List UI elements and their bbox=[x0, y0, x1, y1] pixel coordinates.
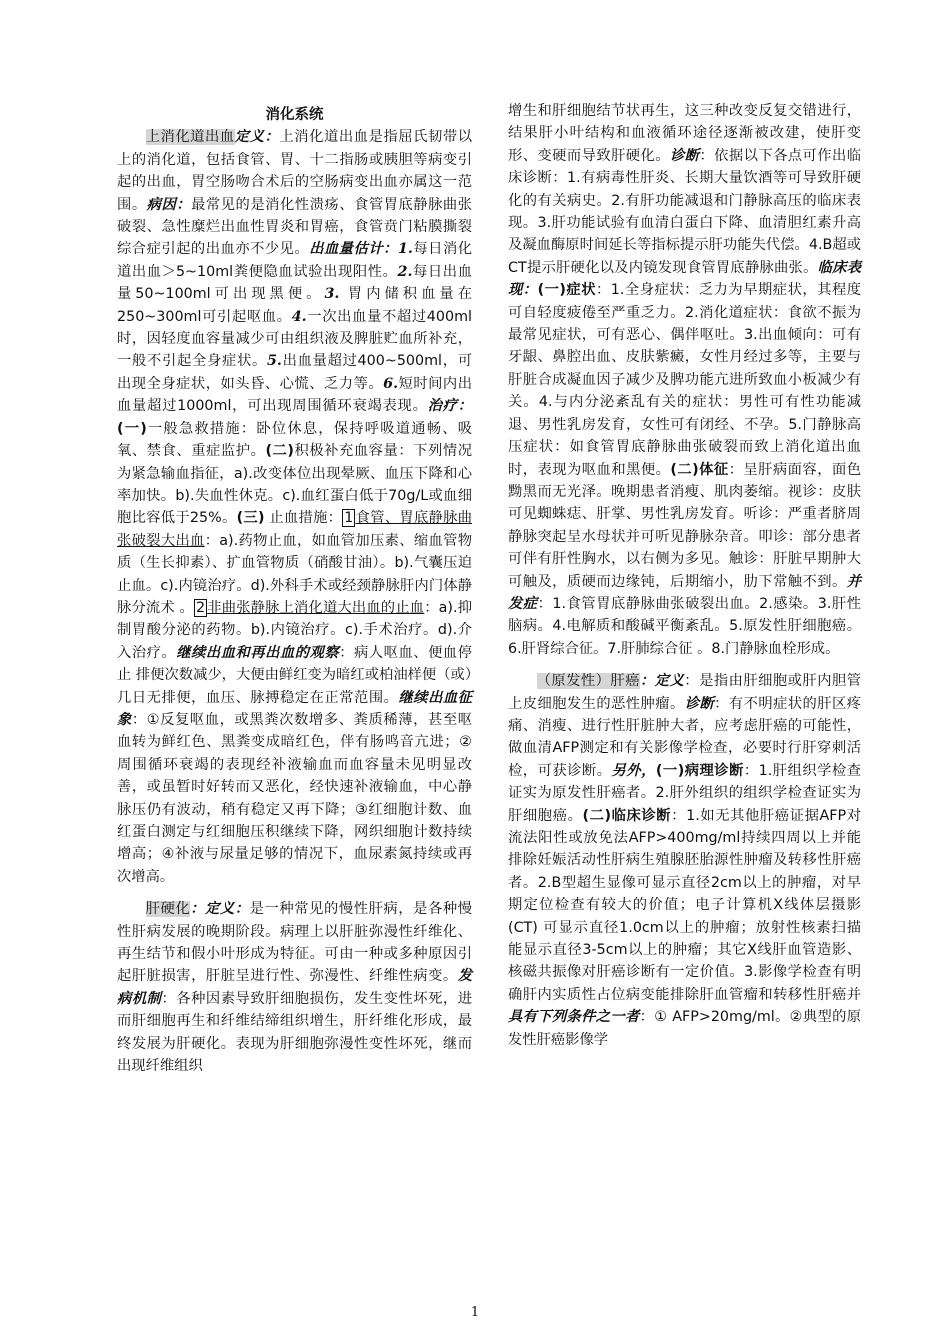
paragraph-cirrhosis: 肝硬化：定义：是一种常见的慢性肝病，是各种慢性肝病发展的晚期阶段。病理上以肝脏弥漫性纤维化、再生结节和假小叶形成为特征。可由一种或多种原因引起肝脏损害，肝脏呈进行性、弥漫性、纤维性病变。发病机制：各种因素导致肝细胞损伤，发生变性坏死，进而肝细胞再生和纤维结缔组织增生，肝纤维化形成，最终发展为肝硬化。表现为肝细胞弥漫性变性坏死，继而出现纤维组织 bbox=[117, 901, 473, 1075]
list-number-box: 1 bbox=[344, 510, 354, 527]
list-number-box: 2 bbox=[196, 599, 206, 616]
page-number: 1 bbox=[470, 1305, 480, 1320]
page-title: 消化系统 bbox=[265, 107, 324, 123]
paragraph-upper-gi-bleeding: 上消化道出血定义：上消化道出血是指屈氏韧带以上的消化道，包括食管、胃、十二指肠或胰胆等病变引起的出血，胃空肠吻合术后的空肠病变出血亦属这一范围。病因：最常见的是消化性溃疡、食管胃底静脉曲张破裂、急性糜烂出血性胃炎和胃癌，食管贲门粘膜撕裂综合症引起的出血亦不少见。出血量估计：1.每日消化道出血＞5~10ml粪便隐血试验出现阳性。2.每日出血量50~100ml可出现黑便。3. 胃内储积血量在250~300ml可引起呕血。4.一次出血量不超过400ml时，因轻度血容量减少可由组织液及脾脏贮血所补充，一般不引起全身症状。5.出血量超过400~500ml，可出现全身症状，如头昏、心慌、乏力等。6.短时间内出血量超过1000ml，可出现周围循环衰竭表现。治疗：(一)一般急救措施：卧位休息，保持呼吸道通畅、吸氧、禁食、重症监护。(二)积极补充血容量：下列情况为紧急输血指征，a).改变体位出现晕厥、血压下降和心率加快。b).失血性休克。c).血红蛋白低于70g/L或血细胞比容低于25%。(三) 止血措施： 1 食管、胃底静脉曲张破裂大出血：a).药物止血，如血管加压素、缩血管物质（生长抑素）、扩血管物质（硝酸甘油）。b).气囊压迫止血。c).内镜治疗。d).外科手术或经颈静脉肝内门体静脉分流术 。 2 非曲张静脉上消化道大出血的止血：a).抑制胃酸分泌的药物。b).内镜治疗。c).手术治疗。d).介入治疗。继续出血和再出血的观察：病人呕血、便血停止 排便次数减少，大便由鲜红变为暗红或柏油样便（或）几日无排便，血压、脉搏稳定在正常范围。继续出血征象：①反复呕血，或黑粪次数增多、粪质稀薄，甚至呕血转为鲜红色、黑粪变成暗红色，伴有肠鸣音亢进；②周围循环衰竭的表现经补液输血而血容量未见明显改善，或虽暂时好转而又恶化，经快速补液输血，中心静脉压仍有波动，稍有稳定又再下降；③红细胞计数、血红蛋白测定与红细胞压积继续下降，网织细胞计数持续增高；④补液与尿量足够的情况下，血尿素氮持续或再次增高。 bbox=[117, 129, 473, 885]
paragraph-cirrhosis-cont: 增生和肝细胞结节状再生，这三种改变反复交错进行，结果肝小叶结构和血液循环途径逐渐被改建，使肝变形、变硬而导致肝硬化。诊断：依据以下各点可作出临床诊断：1.有病毒性肝炎、长期大量饮酒等可导致肝硬化的有关病史。2.有肝功能减退和门静脉高压的临床表现。3.肝功能试验有血清白蛋白下降、血清胆红素升高及凝血酶原时间延长等指标提示肝功能失代偿。4.B超或CT提示肝硬化以及内镜发现食管胃底静脉曲张。临床表现：(一)症状：1.全身症状：乏力为早期症状，其程度可自轻度疲倦至严重乏力。2.消化道症状：食欲不振为最常见症状，可有恶心、偶伴呕吐。3.出血倾向：可有牙龈、鼻腔出血、皮肤紫癜，女性月经过多等，主要与肝脏合成凝血因子减少及脾功能亢进所致血小板减少有关。4.与内分泌紊乱有关的症状：男性可有性功能减退、男性乳房发育，女性可有闭经、不孕。5.门静脉高压症状：如食管胃底静脉曲张破裂而致上消化道出血时，表现为呕血和黑便。(二)体征：呈肝病面容，面色黝黑而无光泽。晚期患者消瘦、肌肉萎缩。视诊：皮肤可见蜘蛛痣、肝掌、男性乳房发育。听诊：严重者脐周静脉突起呈水母状并可听见静脉杂音。叩诊：部分患者可伴有肝性胸水，以右侧为多见。触诊：肝脏早期肿大可触及，质硬而边缘钝，后期缩小，肋下常触不到。并发症：1.食管胃底静脉曲张破裂出血。2.感染。3.肝性脑病。4.电解质和酸碱平衡紊乱。5.原发性肝细胞癌。6.肝肾综合征。7.肝肺综合征 。8.门静脉血栓形成。 bbox=[508, 103, 862, 657]
right-column bbox=[508, 100, 861, 1051]
term-liver-cancer: （原发性）肝癌 bbox=[536, 673, 640, 690]
term-cirrhosis: 肝硬化 bbox=[145, 901, 191, 918]
paragraph-liver-cancer: （原发性）肝癌：定义：是指由肝细胞或肝内胆管上皮细胞发生的恶性肿瘤。诊断：有不明症状的肝区疼痛、消瘦、进行性肝脏肿大者，应考虑肝癌的可能性，做血清AFP测定和有关影像学检查，必要时行肝穿刺活检，可获诊断。另外，(一)病理诊断：1.肝组织学检查证实为原发性肝癌者。2.肝外组织的组织学检查证实为肝细胞癌。(二)临床诊断：1.如无其他肝癌证据AFP对流法阳性或放免法AFP>400mg/ml持续四周以上并能排除妊娠活动性肝病生殖腺胚胎源性肿瘤及转移性肝癌者。2.B型超生显像可显示直径2cm以上的肿瘤，对早期定位检查有较大的价值；电子计算机X线体层摄影(CT) 可显示直径1.0cm以上的肿瘤；放射性核素扫描 能显示直径3-5cm以上的肿瘤；其它X线肝血管造影、核磁共振像对肝癌诊断有一定价值。3.影像学检查有明确肝内实质性占位病变能排除肝血管瘤和转移性肝癌并具有下列条件之一者：① AFP>20mg/ml。②典型的原发性肝癌影像学 bbox=[508, 673, 862, 1048]
left-column bbox=[117, 104, 472, 1077]
term-upper-gi-bleeding: 上消化道出血 bbox=[145, 129, 235, 146]
